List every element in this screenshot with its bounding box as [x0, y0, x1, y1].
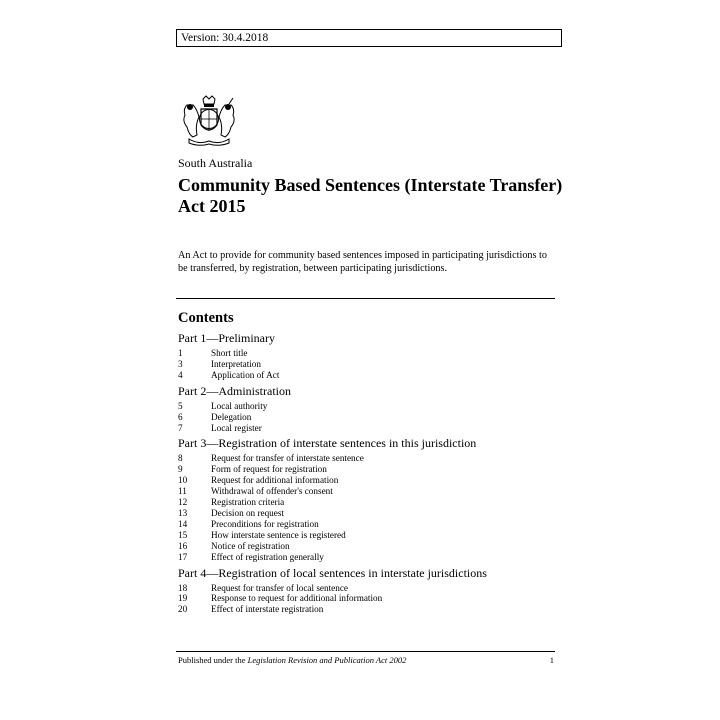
- toc-section-number: 8: [178, 453, 183, 464]
- toc-section-link[interactable]: [178, 475, 558, 486]
- toc-part-title[interactable]: Part 4—Registration of local sentences in interstate jurisdictions: [178, 565, 487, 580]
- publication-act-name: Legislation Revision and Publication Act 2002: [247, 655, 407, 665]
- act-title: Community Based Sentences (Interstate Transfer) Act 2015: [178, 175, 563, 216]
- toc-section-title: Delegation: [211, 411, 252, 422]
- toc-part: [178, 436, 558, 562]
- toc-section-link[interactable]: [178, 583, 558, 594]
- toc-section-title: Form of request for registration: [211, 464, 327, 475]
- toc-section-title: Request for additional information: [211, 475, 339, 486]
- toc-section-number: 1: [178, 348, 183, 358]
- toc-part-title[interactable]: Part 1—Preliminary: [178, 331, 275, 345]
- long-title: An Act to provide for community based sentences imposed in participating jurisdictions to be transferred, by registration, between participating jurisdictions.: [178, 250, 547, 274]
- jurisdiction-label: South Australia: [178, 156, 253, 170]
- toc-section-link[interactable]: [178, 486, 558, 497]
- toc-section-link[interactable]: [178, 593, 558, 604]
- toc-section-link[interactable]: [178, 359, 558, 370]
- toc-section-number: 18: [178, 582, 188, 593]
- toc-section-title: Withdrawal of offender's consent: [211, 486, 333, 497]
- toc-part-title[interactable]: Part 2—Administration: [178, 383, 291, 398]
- toc-section-number: 10: [178, 475, 188, 486]
- toc-section-title: Response to request for additional information: [211, 593, 383, 604]
- toc-section-link[interactable]: [178, 541, 558, 552]
- version-label: Version: 30.4.2018: [181, 32, 269, 44]
- toc-section-link[interactable]: [178, 497, 558, 508]
- toc-section-number: 4: [178, 369, 183, 380]
- toc-section-link[interactable]: [178, 412, 558, 423]
- royal-coat-of-arms-icon: [179, 95, 239, 147]
- toc-part: [178, 384, 558, 434]
- toc-section-number: 7: [178, 422, 183, 433]
- toc-section-title: Decision on request: [211, 507, 284, 518]
- toc-section-number: 11: [178, 486, 187, 497]
- divider-top: [176, 298, 555, 299]
- toc-section-number: 16: [178, 540, 188, 551]
- toc-section-title: Preconditions for registration: [211, 518, 319, 529]
- toc-part: [178, 566, 558, 616]
- toc-section-title: Local register: [211, 422, 262, 433]
- toc-section-link[interactable]: [178, 530, 558, 541]
- toc-section-number: 12: [178, 497, 188, 508]
- toc-section-title: Effect of interstate registration: [211, 604, 324, 615]
- toc-section-number: 14: [178, 518, 188, 529]
- toc-part: [178, 331, 558, 381]
- toc-section-number: 6: [178, 411, 183, 422]
- page-number: 1: [549, 655, 554, 665]
- toc-section-number: 9: [178, 464, 183, 475]
- toc-section-link[interactable]: [178, 604, 558, 615]
- toc-section-title: Local authority: [211, 400, 268, 411]
- toc-section-link[interactable]: [178, 423, 558, 434]
- version-box: [176, 29, 562, 47]
- contents-heading: Contents: [178, 310, 234, 326]
- toc-section-title: Request for transfer of interstate sentence: [211, 453, 364, 464]
- toc-section-title: Effect of registration generally: [211, 551, 324, 562]
- toc-section-title: Notice of registration: [211, 540, 290, 551]
- toc-section-title: Request for transfer of local sentence: [211, 582, 348, 593]
- toc-section-link[interactable]: [178, 508, 558, 519]
- toc-section-link[interactable]: [178, 453, 558, 464]
- page-footer: [178, 655, 554, 666]
- toc-section-number: 19: [178, 593, 188, 604]
- toc-section-number: 15: [178, 529, 188, 540]
- toc-section-title: Short title: [211, 348, 248, 358]
- toc-part-title[interactable]: Part 3—Registration of interstate sentences in this jurisdiction: [178, 436, 477, 451]
- toc-section-title: How interstate sentence is registered: [211, 529, 346, 540]
- toc-section-link[interactable]: [178, 348, 558, 359]
- divider-bottom: [176, 651, 555, 652]
- toc-section-number: 17: [178, 551, 188, 562]
- toc-section-link[interactable]: [178, 519, 558, 530]
- toc-section-title: Registration criteria: [211, 497, 285, 508]
- table-of-contents: [178, 331, 558, 618]
- toc-section-number: 20: [178, 604, 188, 615]
- toc-section-title: Application of Act: [211, 369, 280, 380]
- toc-section-link[interactable]: [178, 401, 558, 412]
- toc-section-number: 5: [178, 400, 183, 411]
- toc-section-link[interactable]: [178, 464, 558, 475]
- publication-note: Published under the Legislation Revision and Publication Act 2002: [178, 655, 407, 665]
- toc-section-link[interactable]: [178, 370, 558, 381]
- toc-section-number: 3: [178, 358, 183, 369]
- toc-section-link[interactable]: [178, 552, 558, 563]
- toc-section-title: Interpretation: [211, 358, 261, 369]
- toc-section-number: 13: [178, 507, 188, 518]
